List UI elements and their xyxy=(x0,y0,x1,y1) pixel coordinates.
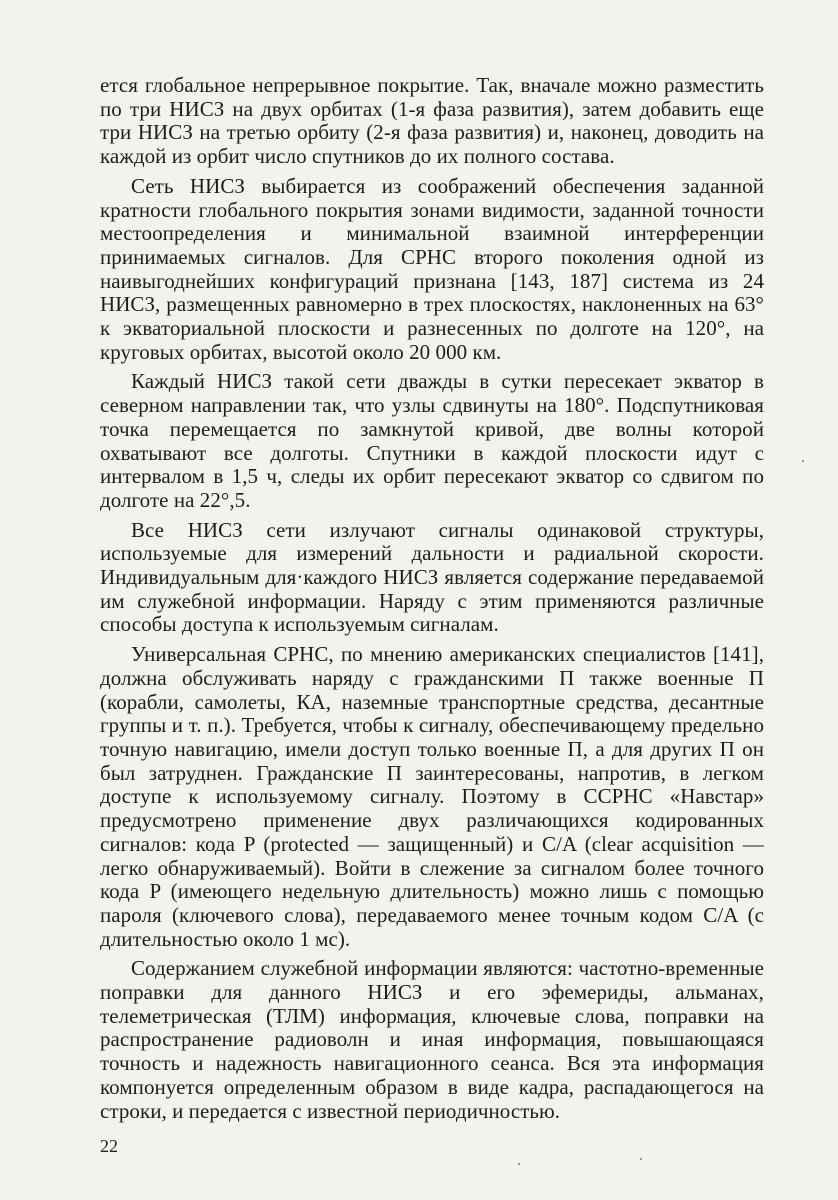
paragraph-1: ется глобальное непрерывное покрытие. Так, вначале можно разместить по три НИСЗ на двух орбитах (1-я фаза развития), затем добавить еще три НИСЗ на третью орбиту (2-я фаза развития) и, наконец, доводить на каждой из орбит число спутников до их полного состава. xyxy=(100,73,764,169)
body-text xyxy=(100,74,764,1123)
paragraph-2: Сеть НИСЗ выбирается из соображений обеспечения заданной кратности глобального покрытия зонами видимости, заданной точности местоопределения и минимальной взаимной интерференции принимаемых сигналов. Для СРНС второго поколения одной из наивыгоднейших конфигураций признана [143, 187] система из 24 НИСЗ, размещенных равномерно в трех плоскостях, наклоненных на 63° к экваториальной плоскости и разнесенных по долготе на 120°, на круговых орбитах, высотой около 20 000 км. xyxy=(100,173,764,364)
paragraph-4: Все НИСЗ сети излучают сигналы одинаковой структуры, используемые для измерений дальности и радиальной скорости. Индивидуальным для·каждого НИСЗ является содержание передаваемой им служебной информации. Наряду с этим применяются различные способы доступа к используемым сигналам. xyxy=(100,517,764,637)
paragraph-5: Универсальная СРНС, по мнению американских специалистов [141], должна обслуживать наряду с гражданскими П также военные П (корабли, самолеты, КА, наземные транспортные средства, десантные группы и т. п.). Требуется, чтобы к сигналу, обеспечивающему предельно точную навигацию, имели доступ только военные П, а для других П он был затруднен. Гражданские П заинтересованы, напротив, в легком доступе к используемому сигналу. Поэтому в ССРНС «Навстар» предусмотрено применение двух различающихся кодированных сигналов: кода P (protected — защищенный) и C/A (clear acquisition — легко обнаруживаемый). Войти в слежение за сигналом более точного кода P (имеющего недельную длительность) можно лишь с помощью пароля (ключевого слова), передаваемого менее точным кодом C/A (с длительностью около 1 мс). xyxy=(100,642,764,951)
paragraph-6: Содержанием служебной информации являются: частотно-временные поправки для данного НИСЗ и его эфемериды, альманах, телеметрическая (ТЛМ) информация, ключевые слова, поправки на распространение радиоволн и иная информация, повышающаяся точность и надежность навигационного сеанса. Вся эта информация компонуется определенным образом в виде кадра, распадающегося на строки, и передается с известной периодичностью. xyxy=(100,956,764,1123)
scan-speck xyxy=(640,1158,642,1160)
page-number: 22 xyxy=(100,1136,118,1156)
scan-speck xyxy=(518,1163,520,1165)
paragraph-3: Каждый НИСЗ такой сети дважды в сутки пересекает экватор в северном направлении так, что узлы сдвинуты на 180°. Подспутниковая точка перемещается по замкнутой кривой, две волны которой охватывают все долготы. Спутники в каждой плоскости идут с интервалом в 1,5 ч, следы их орбит пересекают экватор со сдвигом по долготе на 22°,5. xyxy=(100,369,764,512)
scan-speck xyxy=(802,460,804,462)
